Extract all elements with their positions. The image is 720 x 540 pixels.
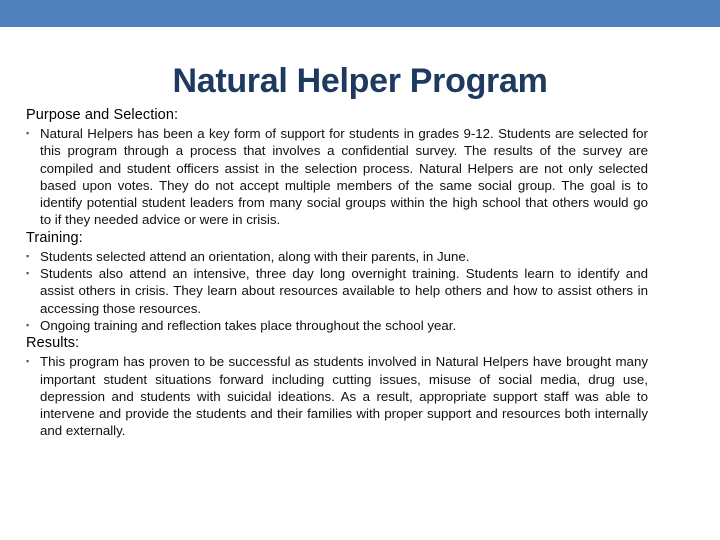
- bullet-icon: ▪: [26, 128, 30, 138]
- bullet-list: [26, 248, 648, 334]
- section-heading: Results:: [26, 335, 80, 352]
- bullet-item: [26, 125, 648, 229]
- bullet-list: [26, 353, 648, 439]
- bullet-icon: ▪: [26, 356, 30, 367]
- bullet-text: This program has proven to be successful as students involved in Natural Helpers have brought many important student situations forward including cutting issues, misuse of social media, drug use, depression and students with suicidal ideations. As a result, appropriate support staff was able to intervene and provide the students and their families with proper support and resources both internally and externally.: [40, 354, 648, 439]
- bullet-text: Students selected attend an orientation, along with their parents, in June.: [40, 248, 470, 264]
- bullet-list: [26, 125, 648, 229]
- slide-title: [0, 58, 720, 104]
- section-results: [26, 334, 648, 439]
- bullet-item: [26, 353, 648, 439]
- bullet-text: Students also attend an intensive, three day long overnight training. Students learn to identify and assist others in crisis. They learn about resources available to help others and how to assist others in accessing those resources.: [40, 266, 648, 316]
- bullet-icon: ▪: [26, 268, 30, 279]
- top-accent-bar: [0, 0, 720, 27]
- bullet-icon: ▪: [26, 319, 30, 330]
- bullet-icon: ▪: [26, 250, 30, 261]
- bullet-item: [26, 265, 648, 317]
- bullet-text: Ongoing training and reflection takes place throughout the school year.: [40, 317, 457, 333]
- section-purpose-and-selection: [26, 106, 648, 229]
- bullet-text: Natural Helpers has been a key form of support for students in grades 9-12. Students are selected for this program through a process that involves a confidential survey. The results of the survey are compiled and student officers assist in the selection process. Natural Helpers are not only selected based upon votes. They do not accept multiple members of the same social group. The goal is to identify potential student leaders from many social groups within the high school that others would go to if they needed advice or were in crisis.: [40, 126, 648, 228]
- bullet-item: [26, 248, 648, 265]
- slide-content: [26, 106, 648, 440]
- bullet-item: [26, 317, 648, 334]
- slide-title-text: Natural Helper Program: [172, 62, 548, 100]
- section-heading: Purpose and Selection:: [26, 107, 179, 123]
- section-heading: Training:: [26, 229, 83, 246]
- section-training: [26, 229, 648, 334]
